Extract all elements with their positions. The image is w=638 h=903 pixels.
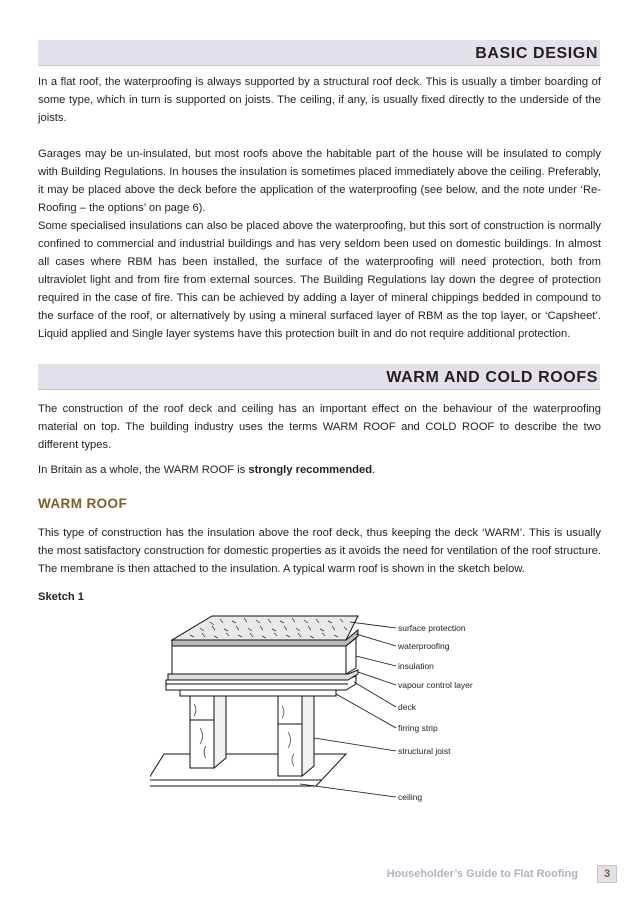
sketch-caption: Sketch 1 <box>38 591 85 603</box>
warm-roof-heading: WARM ROOF <box>38 496 128 511</box>
section-band-warm-cold-roofs <box>38 364 600 390</box>
warm-roof-recommendation <box>38 461 601 479</box>
label-surface-protection: surface protection <box>398 623 466 633</box>
firring-strip <box>180 690 336 696</box>
label-vapour-control-layer: vapour control layer <box>398 680 473 690</box>
basic-design-paragraph-2: Garages may be un-insulated, but most roofs above the habitable part of the house will be insulated to comply with Building Regulations. In houses the insulation is sometimes placed immediately above the ceiling. Preferably, it may be placed above the deck before the application of the waterproofing (see below, and the note under ‘Re-Roofing – the options’ on page 6). <box>38 148 601 214</box>
section-title-warm-cold-roofs: WARM AND COLD ROOFS <box>386 369 598 386</box>
section-band-basic-design <box>38 40 600 66</box>
label-structural-joist: structural joist <box>398 746 451 756</box>
recommendation-suffix: . <box>372 464 376 476</box>
warm-roof-paragraph: This type of construction has the insulation above the roof deck, thus keeping the deck ‘WARM’. This is usually the most satisfactory construction for domestic properties as it avoids the need for ventilation of the roof structure. The membrane is then attached to the insulation. A typical warm roof is shown in the sketch below. <box>38 527 601 575</box>
recommendation-emphasis: strongly recommended <box>248 464 373 476</box>
label-insulation: insulation <box>398 661 434 671</box>
structural-joist-left <box>190 688 226 768</box>
label-firring-strip: firring strip <box>398 723 438 733</box>
basic-design-paragraph-3: Some specialised insulations can also be placed above the waterproofing, but this sort of construction is normally confined to commercial and industrial buildings and has very seldom been used on domestic buildings. In almost all cases where RBM has been installed, the surface of the waterproofing will need protection, both from ultraviolet light and from fire from external sources. The Building Regulations lay down the degree of protection required in the case of fire. This can be achieved by adding a layer of mineral chippings bedded in compound to the surface of the roof, or alternatively by using a mineral surfaced layer of RBM as the top layer, or ‘Capsheet’. Liquid applied and Single layer systems have this protection built in and do not require additional protection. <box>38 220 601 340</box>
warm-roof-sketch <box>150 608 480 808</box>
surface-protection-top <box>172 616 358 640</box>
label-deck: deck <box>398 702 416 712</box>
section-title-basic-design: BASIC DESIGN <box>475 45 598 62</box>
warm-cold-paragraph-1: The construction of the roof deck and ceiling has an important effect on the behaviour of the waterproofing material on top. The building industry uses the terms WARM ROOF and COLD ROOF to describe the two different types. <box>38 403 601 451</box>
recommendation-prefix: In Britain as a whole, the WARM ROOF is <box>38 464 249 476</box>
label-ceiling: ceiling <box>398 792 423 802</box>
page-number: 3 <box>597 865 617 883</box>
structural-joist-right <box>278 688 314 776</box>
label-waterproofing: waterproofing <box>398 641 450 651</box>
footer-title: Householder’s Guide to Flat Roofing <box>386 868 578 880</box>
basic-design-paragraph-1: In a flat roof, the waterproofing is always supported by a structural roof deck. This is usually a timber boarding of some type, which in turn is supported on joists. The ceiling, if any, is usually fixed directly to the underside of the joists. <box>38 76 601 124</box>
ceiling-board <box>150 754 346 786</box>
